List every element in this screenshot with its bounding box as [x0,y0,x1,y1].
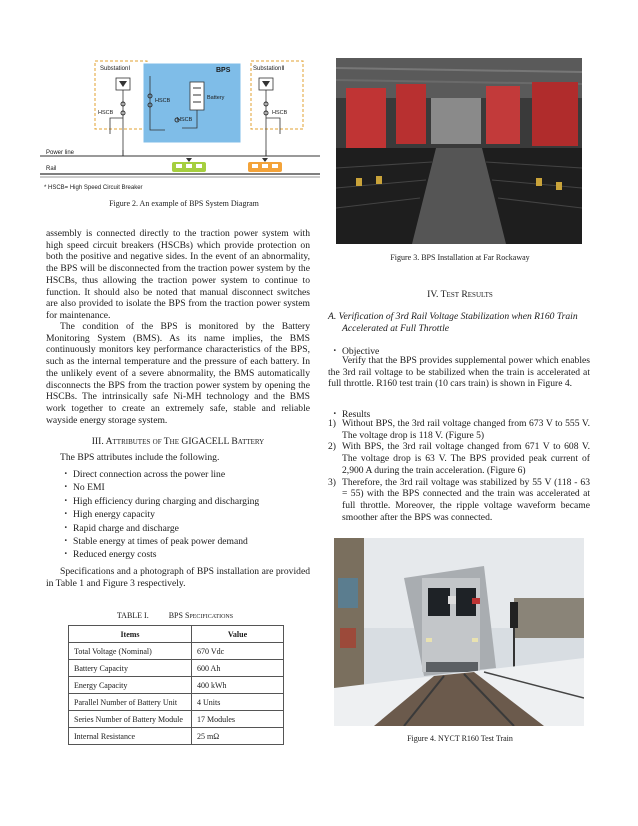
list-item: ・ Direct connection across the power line [61,469,226,480]
list-item: ・ No EMI [61,482,105,494]
hscb-label: HSCB [272,110,288,116]
column-header: Items [69,626,192,643]
objective-text: Verify that the BPS provides supplemental power which enables the 3rd rail voltage to be stabilized when the train is accelerated at full throttle. R160 test train (10 cars train) is shown in Figure 4. [328,355,590,390]
list-item: ・ High efficiency during charging and discharging [61,495,260,507]
attributes-intro: The BPS attributes include the following. [60,452,220,463]
list-item: ・ Reduced energy costs [61,549,157,561]
table-row: Total Voltage (Nominal) 670 Vdc [69,643,284,660]
figure-4-caption: Figure 4. NYCT R160 Test Train [407,734,513,743]
substation-2-label: SubstationⅡ [253,66,285,72]
table-1-title: TABLE I. BPS Specifications [116,611,234,620]
figure-3-photo [336,58,582,244]
table-row: Series Number of Battery Module 17 Modules [69,711,284,728]
objective-label: ・ Objective [330,346,380,357]
hscb-label: HSCB [98,110,114,116]
power-line-label: Power line [46,150,75,156]
results-label: ・ Results [330,409,371,420]
table-header-row [69,626,284,643]
battery-label: Battery [207,95,225,101]
bps-label: BPS [216,67,231,74]
section-4-heading: IV. Test Results [427,289,493,300]
r160-train-photo [334,538,584,726]
table-row: Parallel Number of Battery Unit 4 Units [69,694,284,711]
rail-label: Rail [46,166,57,172]
bps-installation-photo [336,58,582,244]
bps-spec-table [68,625,284,745]
list-item: 3) Therefore, the 3rd rail voltage was stabilized by 55 V (118 - 63 = 55) with the BPS connected and the train was accelerated at full throttle. Moreover, the ripple voltage waveform became smoother after the BPS was connected. [328,476,590,523]
figure-4-photo [334,538,584,726]
paragraph-bms: The condition of the BPS is monitored by the Battery Monitoring System (BMS). As its name implies, the BMS continuously monitors key performance characteristics of the BPS, such as the internal temperature and the pressure of each battery. In the unlikely event of a severe abnormality, the BMS automatically disconnects the BPS from the traction power system by opening the HSCBs. The intrinsically safe Ni-MH technology and the BMS work together to create an extremely safe, stable and reliable wayside energy storage system. [46,321,310,426]
hscb-label: HSCB [155,98,171,104]
hscb-footnote: * HSCB= High Speed Circuit Breaker [44,185,143,191]
bps-system-diagram [40,58,320,198]
section-3-heading: III. Attributes of The GIGACELL Battery [91,436,265,447]
table-row: Internal Resistance 25 mΩ [69,728,284,745]
list-item: 1) Without BPS, the 3rd rail voltage changed from 673 V to 555 V. The voltage drop is 118 V. (Figure 5) [328,418,590,441]
figure-2-diagram [40,58,320,218]
paragraph-specifications: Specifications and a photograph of BPS installation are provided in Table 1 and Figure 3 respectively. [46,566,310,589]
figure-3-caption: Figure 3. BPS Installation at Far Rockaway [390,253,530,262]
hscb-label: HSCB [177,117,193,123]
list-item: ・ High energy capacity [61,509,155,521]
table-row: Battery Capacity 600 Ah [69,660,284,677]
column-header: Value [192,626,284,643]
list-item: ・ Stable energy at times of peak power demand [61,536,248,548]
figure-2-caption: Figure 2. An example of BPS System Diagram [109,199,259,208]
list-item: 2) With BPS, the 3rd rail voltage changed from 671 V to 608 V. The voltage drop is 63 V. The BPS provided peak current of 2,900 A during the train acceleration. (Figure 6) [328,441,590,476]
attributes-list [60,468,310,562]
substation-1-label: SubstationⅠ [100,66,131,72]
paragraph-hscb: assembly is connected directly to the traction power system with high speed circuit breakers (HSCBs) which provide protection on both the positive and negative sides. In the event of an abnormality, the BPS will be disconnected from the traction power system by the HSCBs, thus allowing the traction power system to continue to function. It should also be noted that manual disconnect switches are also provided to isolate the BPS from the traction power system for maintenance. [46,228,310,321]
table-row: Energy Capacity 400 kWh [69,677,284,694]
subsection-a-heading: A. Verification of 3rd Rail Voltage Stabilization when R160 Train Accelerated at Full Throttle [328,311,578,334]
list-item: ・ Rapid charge and discharge [61,522,179,534]
results-list [328,418,590,523]
